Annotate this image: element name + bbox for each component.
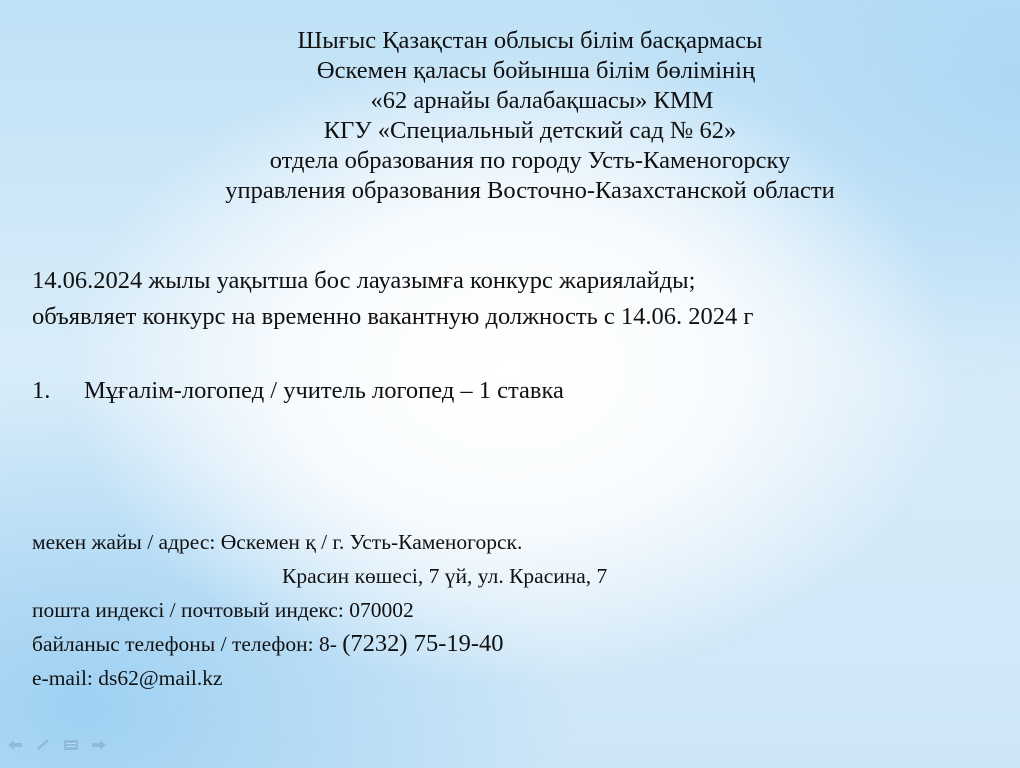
contact-info (32, 525, 607, 695)
header-line-3: «62 арнайы балабақшасы» КММ (370, 87, 714, 114)
phone-label: байланыс телефоны / телефон: 8- (32, 632, 337, 656)
header-line-4: КГУ «Специальный детский сад № 62» (323, 117, 737, 144)
postal-value: 070002 (349, 598, 414, 622)
phone-value: (7232) 75-19-40 (342, 630, 504, 657)
list-item (32, 373, 564, 409)
announcement-ru: объявляет конкурс на временно вакантную должность с 14.06. 2024 г (32, 303, 754, 330)
email-value: ds62@mail.kz (98, 666, 223, 690)
next-slide-icon[interactable] (90, 738, 108, 752)
header-line-1: Шығыс Қазақстан облысы білім басқармасы (297, 27, 763, 54)
header-line-5: отдела образования по городу Усть-Каменогорску (269, 147, 791, 174)
phone-row (32, 627, 607, 661)
email-row (32, 661, 607, 695)
email-label: e-mail: (32, 666, 93, 690)
vacancy-number: 1. (32, 377, 51, 404)
announcement-text (32, 263, 753, 335)
address-line-1: Өскемен қ / г. Усть-Каменогорск. (220, 530, 523, 554)
header-line-6: управления образования Восточно-Казахстанской области (225, 177, 835, 204)
postal-label: пошта индексі / почтовый индекс: (32, 598, 344, 622)
header-line-2: Өскемен қаласы бойынша білім бөлімінің (316, 57, 756, 84)
announcement-kz: 14.06.2024 жылы уақытша бос лауазымға конкурс жариялайды; (32, 267, 696, 294)
address-label: мекен жайы / адрес: (32, 530, 216, 554)
address-line-2: Красин көшесі, 7 үй, ул. Красина, 7 (282, 564, 608, 588)
pen-icon[interactable] (34, 738, 52, 752)
vacancy-list (32, 373, 564, 409)
previous-slide-icon[interactable] (6, 738, 24, 752)
slide-header (0, 26, 1020, 206)
address-row (32, 525, 607, 559)
menu-icon[interactable] (62, 738, 80, 752)
postal-row (32, 593, 607, 627)
vacancy-title: Мұғалім-логопед / учитель логопед – 1 ставка (84, 377, 564, 404)
slideshow-nav (6, 738, 108, 752)
